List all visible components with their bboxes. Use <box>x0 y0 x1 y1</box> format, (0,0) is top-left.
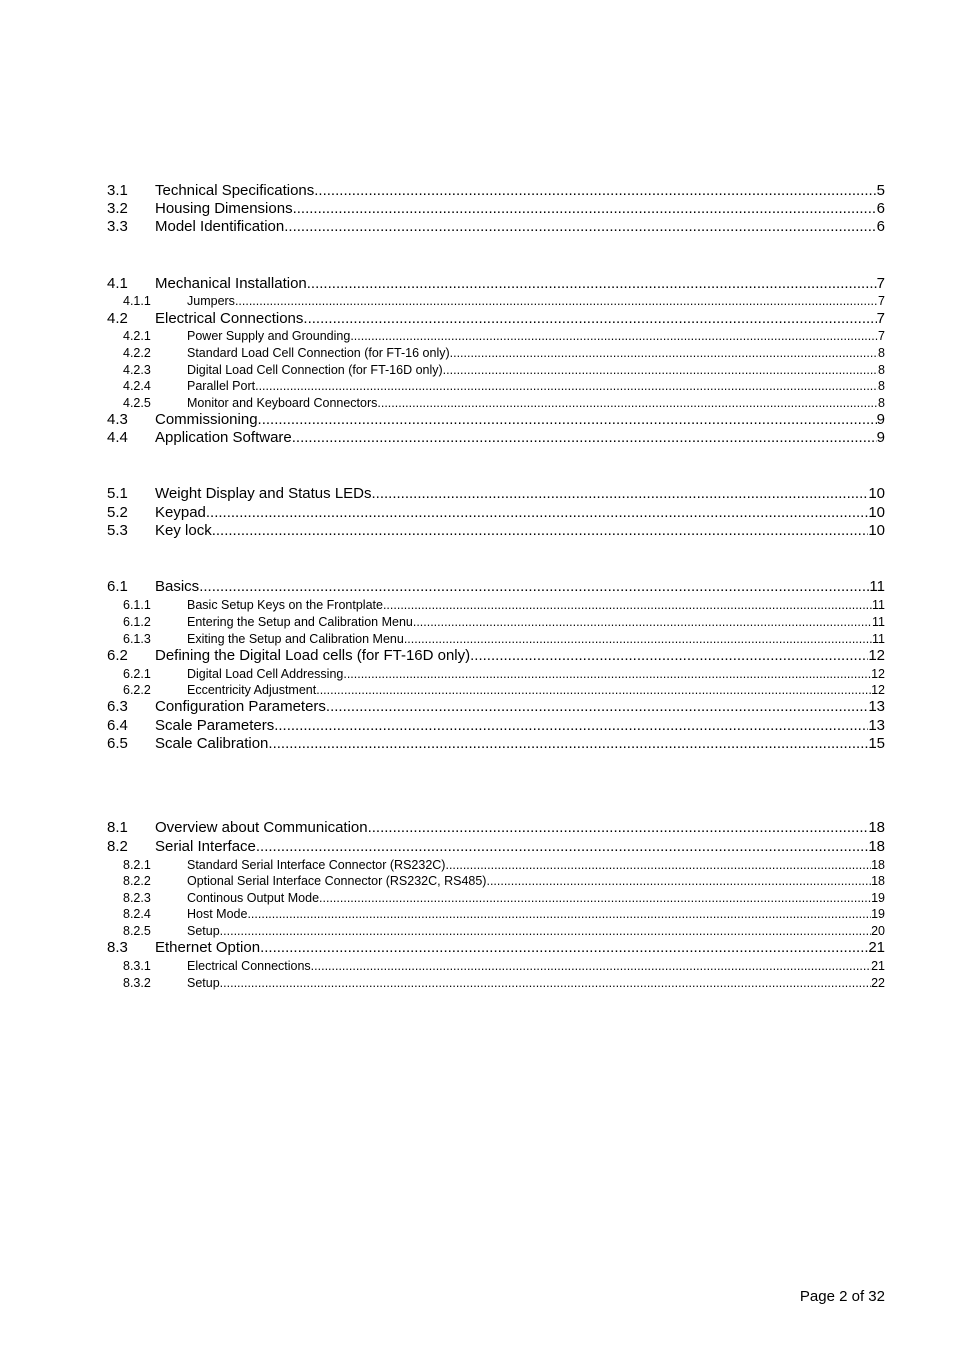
toc-entry[interactable] <box>107 504 885 522</box>
toc-entry-number: 8.2 <box>107 838 128 855</box>
toc-entry[interactable] <box>107 395 885 411</box>
toc-entry[interactable] <box>107 218 885 236</box>
toc-entry-page: 11 <box>872 632 885 646</box>
toc-entry-number: 4.1 <box>107 275 128 292</box>
toc-entry-title: Configuration Parameters <box>155 698 326 715</box>
toc-dot-leader <box>206 504 868 522</box>
toc-entry[interactable] <box>107 614 885 630</box>
toc-entry-page: 7 <box>878 294 885 308</box>
toc-entry-number: 6.1.3 <box>123 632 151 646</box>
toc-entry-number: 8.1 <box>107 819 128 836</box>
toc-entry-page: 9 <box>876 429 885 446</box>
toc-entry-number: 8.2.4 <box>123 907 151 921</box>
toc-entry-page: 11 <box>872 598 885 612</box>
toc-entry-title: Setup <box>187 924 220 938</box>
toc-entry-number: 8.2.5 <box>123 924 151 938</box>
toc-entry-title: Optional Serial Interface Connector (RS232C, RS485) <box>187 874 487 888</box>
toc-entry-number: 4.3 <box>107 411 128 428</box>
toc-entry-number: 4.2 <box>107 310 128 327</box>
toc-dot-leader <box>311 958 871 974</box>
toc-entry-page: 18 <box>868 819 885 836</box>
toc-entry[interactable] <box>107 345 885 361</box>
toc-dot-leader <box>274 717 868 735</box>
toc-entry-title: Standard Serial Interface Connector (RS232C) <box>187 858 446 872</box>
toc-entry-page: 21 <box>871 959 885 973</box>
toc-entry[interactable] <box>107 578 885 596</box>
toc-entry-number: 8.3.2 <box>123 976 151 990</box>
toc-entry[interactable] <box>107 890 885 906</box>
toc-entry-page: 19 <box>871 891 885 905</box>
toc-entry[interactable] <box>107 735 885 753</box>
toc-entry-number: 4.2.4 <box>123 379 151 393</box>
toc-entry-number: 5.3 <box>107 522 128 539</box>
toc-entry-number: 6.2.1 <box>123 667 151 681</box>
toc-entry-number: 4.2.2 <box>123 346 151 360</box>
toc-entry[interactable] <box>107 485 885 503</box>
toc-entry-number: 3.2 <box>107 200 128 217</box>
toc-entry[interactable] <box>107 717 885 735</box>
toc-entry-title: Housing Dimensions <box>155 200 293 217</box>
toc-entry-number: 8.3 <box>107 939 128 956</box>
toc-entry-title: Key lock <box>155 522 212 539</box>
toc-dot-leader <box>199 578 869 596</box>
toc-entry[interactable] <box>107 958 885 974</box>
toc-dot-leader <box>470 647 868 665</box>
toc-entry-number: 6.2 <box>107 647 128 664</box>
toc-dot-leader <box>404 631 872 647</box>
toc-entry[interactable] <box>107 310 885 328</box>
page-number: Page 2 of 32 <box>799 1288 885 1305</box>
toc-entry-page: 5 <box>876 182 885 199</box>
toc-entry-number: 3.1 <box>107 182 128 199</box>
toc-entry-page: 22 <box>871 976 885 990</box>
toc-entry-number: 4.2.3 <box>123 363 151 377</box>
toc-dot-leader <box>255 378 878 394</box>
toc-entry-title: Host Mode <box>187 907 248 921</box>
toc-entry-page: 8 <box>878 346 885 360</box>
toc-entry-number: 6.1 <box>107 578 128 595</box>
toc-entry-page: 20 <box>871 924 885 938</box>
toc-entry-page: 7 <box>876 310 885 327</box>
toc-entry-title: Digital Load Cell Connection (for FT-16D only) <box>187 363 443 377</box>
toc-entry[interactable] <box>107 378 885 394</box>
toc-entry-title: Basic Setup Keys on the Frontplate <box>187 598 383 612</box>
toc-entry[interactable] <box>107 182 885 200</box>
toc-entry-page: 10 <box>868 522 885 539</box>
toc-entry-page: 7 <box>876 275 885 292</box>
toc-entry-title: Standard Load Cell Connection (for FT-16 only) <box>187 346 450 360</box>
toc-dot-leader <box>220 923 871 939</box>
toc-entry-title: Weight Display and Status LEDs <box>155 485 372 502</box>
toc-entry-number: 8.2.3 <box>123 891 151 905</box>
toc-entry-number: 6.5 <box>107 735 128 752</box>
toc-dot-leader <box>319 890 871 906</box>
toc-entry-title: Electrical Connections <box>155 310 304 327</box>
toc-entry-page: 10 <box>868 504 885 521</box>
toc-entry[interactable] <box>107 328 885 344</box>
toc-dot-leader <box>212 522 869 540</box>
toc-dot-leader <box>292 429 877 447</box>
toc-dot-leader <box>450 345 878 361</box>
toc-entry-number: 6.4 <box>107 717 128 734</box>
toc-entry-title: Model Identification <box>155 218 285 235</box>
toc-entry-title: Mechanical Installation <box>155 275 307 292</box>
toc-entry[interactable] <box>107 906 885 922</box>
toc-entry[interactable] <box>107 873 885 889</box>
toc-dot-leader <box>220 975 871 991</box>
toc-entry-title: Parallel Port <box>187 379 256 393</box>
toc-entry-title: Serial Interface <box>155 838 256 855</box>
toc-entry[interactable] <box>107 522 885 540</box>
toc-entry-number: 8.2.1 <box>123 858 151 872</box>
toc-dot-leader <box>413 614 872 630</box>
toc-entry-title: Exiting the Setup and Calibration Menu <box>187 632 404 646</box>
toc-entry-number: 6.1.2 <box>123 615 151 629</box>
toc-entry-page: 6 <box>876 200 885 217</box>
toc-entry-title: Setup <box>187 976 220 990</box>
toc-dot-leader <box>268 735 868 753</box>
toc-entry-title: Ethernet Option <box>155 939 261 956</box>
toc-dot-leader <box>258 411 877 429</box>
toc-entry[interactable] <box>107 857 885 873</box>
toc-entry-number: 6.2.2 <box>123 683 151 697</box>
toc-entry-number: 6.3 <box>107 698 128 715</box>
toc-entry[interactable] <box>107 429 885 447</box>
toc-entry-title: Eccentricity Adjustment <box>187 683 317 697</box>
toc-entry-number: 8.2.2 <box>123 874 151 888</box>
toc-dot-leader <box>486 873 871 889</box>
toc-entry[interactable] <box>107 200 885 218</box>
toc-dot-leader <box>316 682 871 698</box>
toc-entry-number: 4.2.5 <box>123 396 151 410</box>
toc-entry-title: Monitor and Keyboard Connectors <box>187 396 378 410</box>
toc-entry[interactable] <box>107 975 885 991</box>
toc-entry-page: 12 <box>871 683 885 697</box>
toc-entry[interactable] <box>107 411 885 429</box>
toc-dot-leader <box>350 328 878 344</box>
toc-entry[interactable] <box>107 838 885 856</box>
toc-entry-title: Electrical Connections <box>187 959 311 973</box>
toc-entry-number: 4.2.1 <box>123 329 151 343</box>
toc-dot-leader <box>256 838 868 856</box>
toc-entry-page: 13 <box>868 698 885 715</box>
toc-entry-number: 6.1.1 <box>123 598 151 612</box>
toc-entry[interactable] <box>107 293 885 309</box>
toc-entry-title: Technical Specifications <box>155 182 315 199</box>
toc-entry-page: 12 <box>868 647 885 664</box>
toc-dot-leader <box>377 395 878 411</box>
toc-dot-leader <box>314 182 876 200</box>
toc-dot-leader <box>293 200 877 218</box>
toc-dot-leader <box>260 939 868 957</box>
toc-entry-page: 18 <box>871 874 885 888</box>
toc-dot-leader <box>372 485 869 503</box>
toc-entry-title: Scale Parameters <box>155 717 275 734</box>
toc-entry-page: 11 <box>872 615 885 629</box>
toc-dot-leader <box>235 293 878 309</box>
toc-entry-page: 15 <box>868 735 885 752</box>
toc-entry-title: Continous Output Mode <box>187 891 320 905</box>
toc-entry-title: Basics <box>155 578 200 595</box>
toc-dot-leader <box>247 906 871 922</box>
toc-entry[interactable] <box>107 275 885 293</box>
toc-entry[interactable] <box>107 698 885 716</box>
toc-entry-page: 13 <box>868 717 885 734</box>
toc-entry-number: 4.1.1 <box>123 294 151 308</box>
toc-entry-number: 5.2 <box>107 504 128 521</box>
toc-dot-leader <box>326 698 868 716</box>
toc-dot-leader <box>303 310 876 328</box>
toc-entry-number: 8.3.1 <box>123 959 151 973</box>
toc-entry[interactable] <box>107 597 885 613</box>
toc-entry[interactable] <box>107 647 885 665</box>
toc-entry[interactable] <box>107 819 885 837</box>
toc-entry-number: 5.1 <box>107 485 128 502</box>
toc-entry[interactable] <box>107 666 885 682</box>
toc-entry-page: 21 <box>868 939 885 956</box>
toc-entry-page: 8 <box>878 396 885 410</box>
toc-entry[interactable] <box>107 631 885 647</box>
toc-entry-title: Digital Load Cell Addressing <box>187 667 344 681</box>
toc-entry-page: 7 <box>878 329 885 343</box>
toc-entry-title: Entering the Setup and Calibration Menu <box>187 615 413 629</box>
toc-dot-leader <box>343 666 871 682</box>
toc-entry[interactable] <box>107 923 885 939</box>
toc-entry-page: 10 <box>868 485 885 502</box>
toc-entry-title: Jumpers <box>187 294 235 308</box>
toc-entry-title: Keypad <box>155 504 206 521</box>
toc-entry-title: Commissioning <box>155 411 258 428</box>
toc-entry-title: Application Software <box>155 429 292 446</box>
toc-entry-page: 6 <box>876 218 885 235</box>
toc-dot-leader <box>284 218 876 236</box>
toc-entry-page: 9 <box>876 411 885 428</box>
toc-entry-title: Scale Calibration <box>155 735 269 752</box>
toc-dot-leader <box>445 857 871 873</box>
toc-dot-leader <box>443 362 878 378</box>
toc-entry-page: 18 <box>871 858 885 872</box>
toc-entry-title: Overview about Communication <box>155 819 368 836</box>
toc-dot-leader <box>368 819 869 837</box>
toc-entry-page: 8 <box>878 363 885 377</box>
toc-entry[interactable] <box>107 362 885 378</box>
toc-entry-number: 3.3 <box>107 218 128 235</box>
toc-entry-page: 8 <box>878 379 885 393</box>
toc-entry-page: 12 <box>871 667 885 681</box>
toc-entry-page: 18 <box>868 838 885 855</box>
toc-entry-title: Power Supply and Grounding <box>187 329 351 343</box>
toc-entry-title: Defining the Digital Load cells (for FT-16D only) <box>155 647 471 664</box>
toc-entry[interactable] <box>107 682 885 698</box>
toc-entry-page: 19 <box>871 907 885 921</box>
toc-dot-leader <box>307 275 877 293</box>
toc-entry[interactable] <box>107 939 885 957</box>
toc-entry-page: 11 <box>869 578 885 595</box>
toc-dot-leader <box>383 597 872 613</box>
toc-entry-number: 4.4 <box>107 429 128 446</box>
